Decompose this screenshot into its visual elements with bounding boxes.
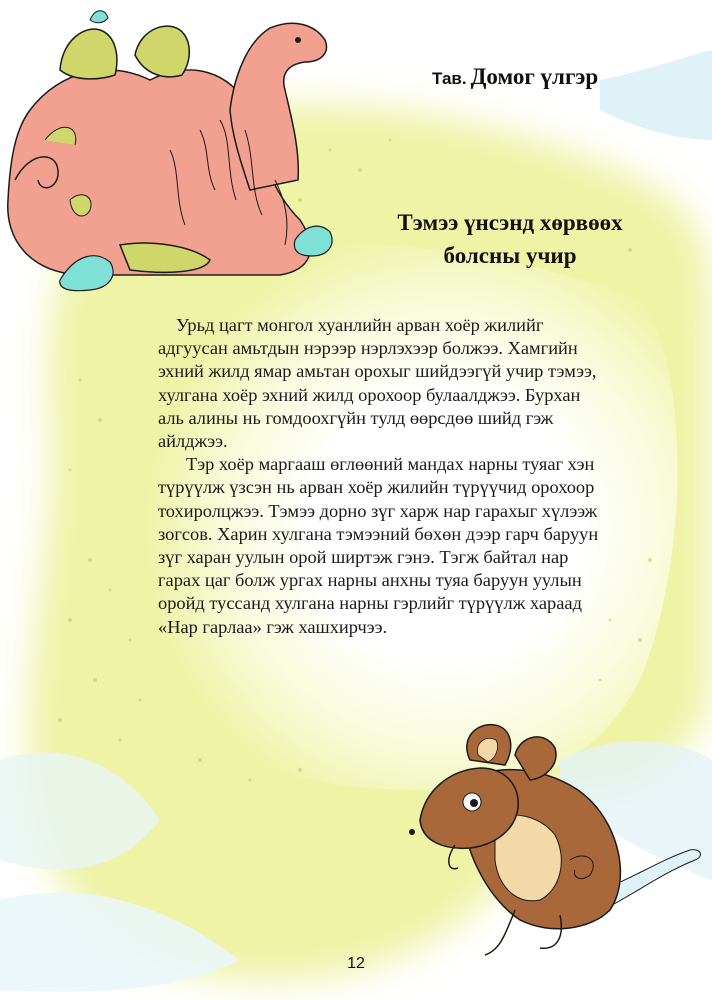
story-text bbox=[158, 314, 658, 639]
story-line: зогсов. Харин хулгана тэмээний бөхөн дээр гарч баруун bbox=[158, 523, 599, 544]
story-line: айлджээ. bbox=[158, 431, 228, 452]
page-number: 12 bbox=[347, 955, 365, 972]
story-title-line: болсны учир bbox=[443, 243, 577, 268]
story-line: зүг харан уулын орой ширтэж гэнэ. Тэгж байтал нар bbox=[158, 547, 569, 568]
story-line: адгуусан амьтдын нэрээр нэрлэхээр болжээ. Хамгийн bbox=[158, 338, 578, 359]
story-title bbox=[360, 206, 660, 272]
story-line: тохиролцжээ. Тэмээ дорно зүг харж нар гарахыг хүлээж bbox=[158, 500, 598, 521]
story-line: түрүүлж үзсэн нь арван хоёр жилийн түрүүчид орохоор bbox=[158, 477, 595, 498]
chapter-heading bbox=[432, 64, 598, 90]
story-line: гарах цаг болж ургах нарны анхны туяа баруун уулын bbox=[158, 570, 582, 591]
chapter-number: Тав. bbox=[432, 69, 467, 88]
story-line: Тэр хоёр маргааш өглөөний мандах нарны туяаг хэн bbox=[186, 454, 595, 475]
story-line: эхний жилд ямар амьтан орохыг шийдээгүй учир тэмээ, bbox=[158, 361, 597, 382]
story-line: «Нар гарлаа» гэж хашхирчээ. bbox=[158, 616, 388, 637]
story-line: аль алины нь гомдоохгүйн тулд өөрсдөө шийд гэж bbox=[158, 407, 554, 428]
story-line: Урьд цагт монгол хуанлийн арван хоёр жилийг bbox=[176, 315, 544, 335]
story-line: хулгана хоёр эхний жилд орохоор булаалджээ. Бурхан bbox=[158, 384, 581, 405]
chapter-name: Домог үлгэр bbox=[470, 64, 599, 89]
story-line: оройд туссанд хулгана нарны гэрлийг түрүүлж хараад bbox=[158, 593, 582, 614]
story-title-line: Тэмээ үнсэнд хөрвөөх bbox=[397, 210, 623, 235]
